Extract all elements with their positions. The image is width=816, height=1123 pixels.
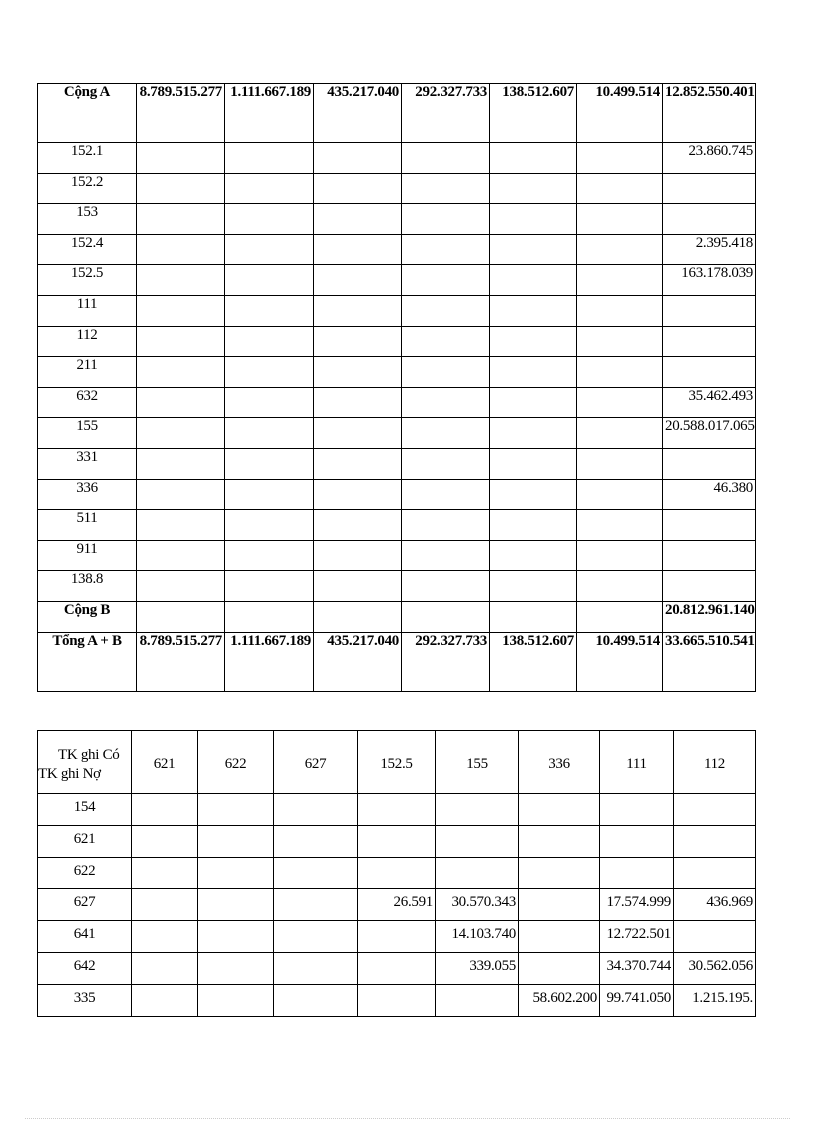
table-cell bbox=[490, 479, 577, 510]
table-cell: 17.574.999 bbox=[600, 889, 674, 921]
table-cell bbox=[274, 889, 358, 921]
table-row bbox=[38, 387, 756, 418]
table-cell: 339.055 bbox=[436, 952, 519, 984]
table-row bbox=[38, 418, 756, 449]
table-cell bbox=[358, 857, 436, 889]
ledger-table-top bbox=[37, 83, 756, 692]
row-label: 211 bbox=[38, 357, 137, 388]
table-cell bbox=[225, 143, 314, 174]
table-cell bbox=[402, 143, 490, 174]
table-cell: 14.103.740 bbox=[436, 921, 519, 953]
column-header: 622 bbox=[198, 731, 274, 794]
table-cell bbox=[225, 387, 314, 418]
table-cell bbox=[663, 571, 756, 602]
table-cell bbox=[490, 510, 577, 541]
table-cell bbox=[577, 448, 663, 479]
row-label: 627 bbox=[38, 889, 132, 921]
table-cell bbox=[663, 295, 756, 326]
corner-header bbox=[38, 731, 132, 794]
table-cell bbox=[314, 387, 402, 418]
table-cell bbox=[314, 448, 402, 479]
table-cell bbox=[490, 418, 577, 449]
table-cell bbox=[436, 984, 519, 1016]
column-header: 155 bbox=[436, 731, 519, 794]
table-cell: 292.327.733 bbox=[402, 632, 490, 691]
table-cell bbox=[577, 265, 663, 296]
row-label: 155 bbox=[38, 418, 137, 449]
table-cell bbox=[577, 143, 663, 174]
row-label: 622 bbox=[38, 857, 132, 889]
table-cell bbox=[577, 204, 663, 235]
table-cell bbox=[577, 418, 663, 449]
table-cell bbox=[314, 295, 402, 326]
table-cell bbox=[314, 357, 402, 388]
table-cell bbox=[577, 387, 663, 418]
table-cell bbox=[225, 265, 314, 296]
table-cell bbox=[577, 510, 663, 541]
credit-header: TK ghi Có bbox=[58, 746, 120, 763]
table-cell bbox=[225, 234, 314, 265]
table-cell bbox=[490, 143, 577, 174]
table-cell bbox=[137, 387, 225, 418]
table-cell: 26.591 bbox=[358, 889, 436, 921]
row-label: 152.5 bbox=[38, 265, 137, 296]
table-cell bbox=[274, 921, 358, 953]
table-cell: 34.370.744 bbox=[600, 952, 674, 984]
table-row bbox=[38, 952, 756, 984]
table-cell bbox=[577, 357, 663, 388]
table-cell bbox=[490, 601, 577, 632]
page-edge-divider bbox=[25, 1118, 790, 1119]
table-cell: 138.512.607 bbox=[490, 84, 577, 143]
table-cell bbox=[137, 173, 225, 204]
row-label: 152.1 bbox=[38, 143, 137, 174]
table-cell bbox=[198, 857, 274, 889]
table-cell bbox=[663, 173, 756, 204]
table-cell bbox=[663, 448, 756, 479]
table-cell bbox=[137, 326, 225, 357]
row-label: 641 bbox=[38, 921, 132, 953]
row-label: Cộng A bbox=[38, 84, 137, 143]
table-cell bbox=[132, 921, 198, 953]
table-cell bbox=[132, 952, 198, 984]
table-row bbox=[38, 479, 756, 510]
table-cell bbox=[577, 540, 663, 571]
table-cell bbox=[519, 794, 600, 826]
table2-header-row bbox=[38, 731, 756, 794]
table-cell bbox=[674, 825, 756, 857]
table-cell bbox=[314, 571, 402, 602]
table-cell: 46.380 bbox=[663, 479, 756, 510]
table-cell bbox=[436, 857, 519, 889]
table-cell bbox=[402, 295, 490, 326]
table-cell: 30.570.343 bbox=[436, 889, 519, 921]
row-label: Cộng B bbox=[38, 601, 137, 632]
table-cell bbox=[137, 143, 225, 174]
table-cell bbox=[132, 825, 198, 857]
table-row bbox=[38, 825, 756, 857]
table-cell bbox=[274, 984, 358, 1016]
table-cell bbox=[577, 234, 663, 265]
table-cell bbox=[402, 479, 490, 510]
table-cell bbox=[198, 794, 274, 826]
table-cell bbox=[137, 510, 225, 541]
table-cell bbox=[402, 234, 490, 265]
table-row bbox=[38, 889, 756, 921]
table-row bbox=[38, 601, 756, 632]
table-cell bbox=[358, 952, 436, 984]
table-cell bbox=[358, 794, 436, 826]
table-cell bbox=[402, 387, 490, 418]
table-cell: 58.602.200 bbox=[519, 984, 600, 1016]
table-cell bbox=[137, 204, 225, 235]
table-cell bbox=[314, 204, 402, 235]
table-cell bbox=[402, 601, 490, 632]
table-cell bbox=[519, 952, 600, 984]
table-cell bbox=[314, 479, 402, 510]
table-cell bbox=[577, 326, 663, 357]
table-cell: 23.860.745 bbox=[663, 143, 756, 174]
table-cell: 138.512.607 bbox=[490, 632, 577, 691]
table-cell bbox=[577, 173, 663, 204]
table-cell bbox=[663, 357, 756, 388]
table-cell bbox=[137, 479, 225, 510]
table-cell bbox=[132, 889, 198, 921]
row-label: Tổng A + B bbox=[38, 632, 137, 691]
table-cell bbox=[436, 825, 519, 857]
table-cell bbox=[436, 794, 519, 826]
table-cell bbox=[402, 510, 490, 541]
table-cell bbox=[577, 479, 663, 510]
table-cell: 435.217.040 bbox=[314, 84, 402, 143]
table-cell bbox=[137, 448, 225, 479]
row-label: 335 bbox=[38, 984, 132, 1016]
table-cell bbox=[225, 510, 314, 541]
table-cell: 8.789.515.277 bbox=[137, 632, 225, 691]
table-cell bbox=[402, 448, 490, 479]
table-cell bbox=[314, 540, 402, 571]
table-cell bbox=[490, 265, 577, 296]
table-row bbox=[38, 448, 756, 479]
row-label: 152.4 bbox=[38, 234, 137, 265]
table-row bbox=[38, 632, 756, 691]
table-cell bbox=[198, 952, 274, 984]
table-cell bbox=[137, 265, 225, 296]
table-cell bbox=[198, 889, 274, 921]
table-cell bbox=[490, 357, 577, 388]
table-cell bbox=[577, 295, 663, 326]
table-cell bbox=[137, 540, 225, 571]
table-cell bbox=[137, 357, 225, 388]
table-cell bbox=[274, 952, 358, 984]
table-cell bbox=[490, 173, 577, 204]
table-cell bbox=[198, 984, 274, 1016]
table-cell bbox=[402, 540, 490, 571]
table-cell bbox=[137, 571, 225, 602]
table-cell bbox=[132, 794, 198, 826]
table-cell bbox=[314, 418, 402, 449]
table-cell bbox=[519, 857, 600, 889]
table-cell: 12.722.501 bbox=[600, 921, 674, 953]
table-cell: 435.217.040 bbox=[314, 632, 402, 691]
table-cell bbox=[314, 234, 402, 265]
table-cell bbox=[402, 204, 490, 235]
table-cell bbox=[490, 234, 577, 265]
table-cell: 163.178.039 bbox=[663, 265, 756, 296]
row-label: 336 bbox=[38, 479, 137, 510]
table-cell bbox=[519, 825, 600, 857]
table-cell bbox=[674, 857, 756, 889]
ledger-table-bottom bbox=[37, 730, 756, 1017]
table-cell bbox=[225, 571, 314, 602]
table-cell bbox=[402, 418, 490, 449]
table-cell bbox=[314, 326, 402, 357]
table-cell bbox=[490, 326, 577, 357]
table-row bbox=[38, 984, 756, 1016]
table-cell: 10.499.514 bbox=[577, 632, 663, 691]
row-label: 642 bbox=[38, 952, 132, 984]
table-cell bbox=[402, 173, 490, 204]
table-cell bbox=[225, 326, 314, 357]
table-cell: 1.215.195. bbox=[674, 984, 756, 1016]
table-cell bbox=[137, 601, 225, 632]
row-label: 632 bbox=[38, 387, 137, 418]
table-row bbox=[38, 295, 756, 326]
row-label: 152.2 bbox=[38, 173, 137, 204]
table-cell bbox=[225, 418, 314, 449]
table-row bbox=[38, 794, 756, 826]
row-label: 153 bbox=[38, 204, 137, 235]
row-label: 138.8 bbox=[38, 571, 137, 602]
table-cell bbox=[674, 794, 756, 826]
row-label: 511 bbox=[38, 510, 137, 541]
table-cell bbox=[402, 265, 490, 296]
table-cell bbox=[490, 204, 577, 235]
row-label: 112 bbox=[38, 326, 137, 357]
table-cell bbox=[519, 889, 600, 921]
table-cell bbox=[132, 857, 198, 889]
table-cell bbox=[314, 601, 402, 632]
column-header: 152.5 bbox=[358, 731, 436, 794]
row-label: 111 bbox=[38, 295, 137, 326]
table-cell bbox=[577, 601, 663, 632]
table-cell bbox=[358, 984, 436, 1016]
table-cell bbox=[225, 479, 314, 510]
table-cell bbox=[663, 326, 756, 357]
table-row bbox=[38, 234, 756, 265]
table-row bbox=[38, 84, 756, 143]
table-cell: 30.562.056 bbox=[674, 952, 756, 984]
table-cell bbox=[225, 173, 314, 204]
table-cell: 20.588.017.065 bbox=[663, 418, 756, 449]
table-cell bbox=[490, 540, 577, 571]
debit-header: TK ghi Nợ bbox=[38, 765, 101, 782]
row-label: 154 bbox=[38, 794, 132, 826]
table-cell: 1.111.667.189 bbox=[225, 632, 314, 691]
table-cell bbox=[358, 921, 436, 953]
table-cell: 8.789.515.277 bbox=[137, 84, 225, 143]
table-cell bbox=[402, 571, 490, 602]
table-cell bbox=[314, 173, 402, 204]
table-cell bbox=[490, 448, 577, 479]
table-cell bbox=[314, 143, 402, 174]
table-cell bbox=[600, 857, 674, 889]
table-cell bbox=[314, 510, 402, 541]
table-row bbox=[38, 204, 756, 235]
table-cell bbox=[225, 540, 314, 571]
table-cell bbox=[314, 265, 402, 296]
table-cell: 1.111.667.189 bbox=[225, 84, 314, 143]
table-row bbox=[38, 326, 756, 357]
table-cell: 20.812.961.140 bbox=[663, 601, 756, 632]
table-cell bbox=[225, 204, 314, 235]
table-cell bbox=[402, 326, 490, 357]
table-cell bbox=[663, 204, 756, 235]
table-cell: 2.395.418 bbox=[663, 234, 756, 265]
table-row bbox=[38, 540, 756, 571]
table-cell bbox=[137, 234, 225, 265]
column-header: 112 bbox=[674, 731, 756, 794]
table-cell bbox=[490, 387, 577, 418]
column-header: 336 bbox=[519, 731, 600, 794]
table-cell bbox=[198, 921, 274, 953]
table-cell: 436.969 bbox=[674, 889, 756, 921]
table-cell bbox=[577, 571, 663, 602]
table-cell bbox=[663, 540, 756, 571]
table-row bbox=[38, 510, 756, 541]
table-row bbox=[38, 265, 756, 296]
row-label: 911 bbox=[38, 540, 137, 571]
table-cell bbox=[274, 794, 358, 826]
table-cell bbox=[490, 295, 577, 326]
table-cell bbox=[137, 418, 225, 449]
row-label: 621 bbox=[38, 825, 132, 857]
column-header: 621 bbox=[132, 731, 198, 794]
table-cell bbox=[519, 921, 600, 953]
table-cell bbox=[225, 448, 314, 479]
table-row bbox=[38, 357, 756, 388]
table-cell: 12.852.550.401 bbox=[663, 84, 756, 143]
table-cell bbox=[600, 794, 674, 826]
row-label: 331 bbox=[38, 448, 137, 479]
table-cell bbox=[274, 857, 358, 889]
table-cell: 292.327.733 bbox=[402, 84, 490, 143]
table-cell bbox=[225, 357, 314, 388]
table-cell bbox=[225, 601, 314, 632]
table-row bbox=[38, 921, 756, 953]
table-cell: 33.665.510.541 bbox=[663, 632, 756, 691]
table-cell bbox=[274, 825, 358, 857]
table-cell bbox=[663, 510, 756, 541]
table-row bbox=[38, 173, 756, 204]
table-cell bbox=[490, 571, 577, 602]
table-cell bbox=[198, 825, 274, 857]
table-cell bbox=[358, 825, 436, 857]
table-cell bbox=[225, 295, 314, 326]
table-cell bbox=[674, 921, 756, 953]
table-cell bbox=[132, 984, 198, 1016]
table-cell: 99.741.050 bbox=[600, 984, 674, 1016]
table-row bbox=[38, 857, 756, 889]
table-cell bbox=[137, 295, 225, 326]
column-header: 627 bbox=[274, 731, 358, 794]
table-row bbox=[38, 571, 756, 602]
table-cell bbox=[600, 825, 674, 857]
table-cell: 10.499.514 bbox=[577, 84, 663, 143]
table-cell: 35.462.493 bbox=[663, 387, 756, 418]
column-header: 111 bbox=[600, 731, 674, 794]
table-row bbox=[38, 143, 756, 174]
table-cell bbox=[402, 357, 490, 388]
